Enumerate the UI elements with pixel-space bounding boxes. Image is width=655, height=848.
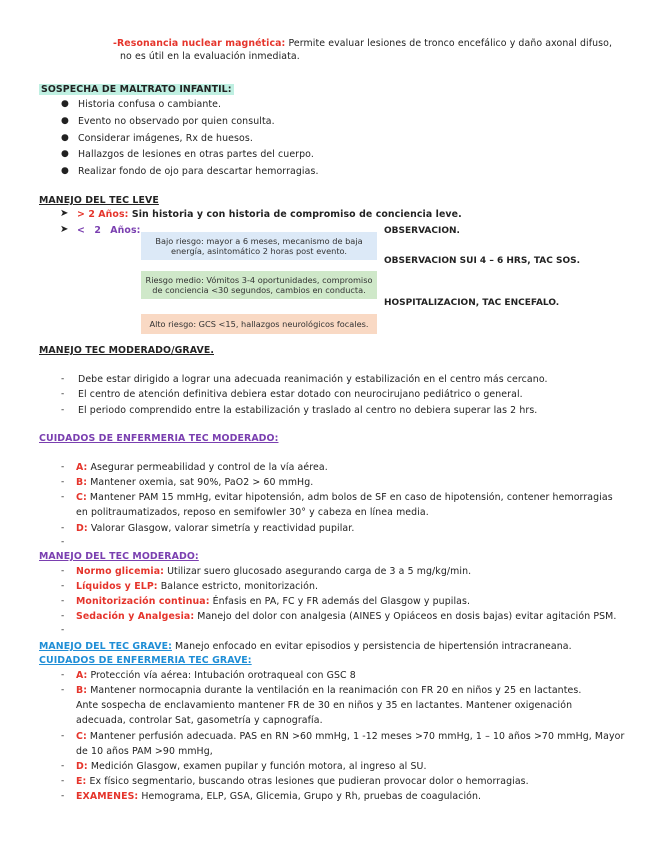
maltrato-heading-text: SOSPECHA DE MALTRATO INFANTIL: (41, 84, 232, 95)
arrow-bullet-icon: ➤ (60, 224, 69, 235)
bullet-icon: ● (61, 133, 69, 143)
manejo-grave-text: Manejo enfocado en evitar episodios y persistencia de hipertensión intracraneana. (171, 641, 572, 652)
dash-bullet: - (61, 374, 65, 384)
dash-bullet: - (61, 761, 65, 771)
arrow-bullet-icon: ➤ (60, 208, 69, 219)
cuidados-grave-b-text-1: Mantener normocapnia durante la ventilación en la reanimación con FR 20 en niños y 25 en lactantes. (87, 685, 582, 696)
tec-leve-item-2-label: < 2 Años: (77, 225, 141, 236)
tec-mod-grave-item: Debe estar dirigido a lograr una adecuada reanimación y estabilización en el centro más cercano. (78, 374, 548, 385)
dash-bullet: - (61, 685, 65, 695)
manejo-mod-item (76, 596, 470, 608)
maltrato-item: Realizar fondo de ojo para descartar hemorragias. (78, 166, 319, 177)
cuidados-mod-heading: CUIDADOS DE ENFERMERIA TEC MODERADO: (39, 433, 279, 444)
cuidados-mod-c-text-1: Mantener PAM 15 mmHg, evitar hipotensión, adm bolos de SF en caso de hipotensión, contener hemorragias (86, 492, 613, 503)
dash-bullet: - (61, 492, 65, 502)
cuidados-mod-c (76, 492, 613, 504)
cuidados-grave-a-text: Protección vía aérea: Intubación orotraqueal con GSC 8 (87, 670, 356, 681)
cuidados-mod-a (76, 462, 328, 474)
cuidados-grave-d (76, 761, 427, 773)
cuidados-grave-d-text: Medición Glasgow, examen pupilar y función motora, al ingreso al SU. (87, 761, 427, 772)
cuidados-grave-b-text-2: Ante sospecha de enclavamiento mantener FR de 30 en niños y 35 en lactantes. Mantener oxigenación (76, 700, 573, 711)
cuidados-grave-b-text-3: adecuada, controlar Sat, gasometría y capnografía. (76, 715, 323, 726)
bullet-icon: ● (61, 116, 69, 126)
dash-bullet: - (61, 523, 65, 533)
cuidados-grave-examenes-label: EXAMENES: (76, 791, 139, 802)
dash-bullet: - (61, 611, 65, 621)
maltrato-item: Hallazgos de lesiones en otras partes del cuerpo. (78, 149, 314, 160)
cuidados-grave-c-text-1: Mantener perfusión adecuada. PAS en RN >60 mmHg, 1 -12 meses >70 mmHg, 1 – 10 años >70 mmHg, Mayor (86, 731, 625, 742)
tec-mod-grave-item: El periodo comprendido entre la estabilización y traslado al centro no debiera superar las 2 hrs. (78, 405, 538, 416)
manejo-mod-label: Normo glicemia: (76, 566, 164, 577)
manejo-grave-heading: MANEJO DEL TEC GRAVE: (39, 641, 172, 652)
manejo-mod-label: Monitorización continua: (76, 596, 210, 607)
cuidados-mod-c-label: C: (76, 492, 87, 503)
cuidados-mod-b (76, 477, 313, 489)
cuidados-mod-c-text-2: en politraumatizados, reposo en semifowler 30° y cabeza en línea media. (76, 507, 429, 518)
cuidados-grave-e (76, 776, 529, 788)
cuidados-grave-b-label: B: (76, 685, 88, 696)
manejo-mod-heading: MANEJO DEL TEC MODERADO: (39, 551, 199, 562)
rmn-text-2: no es útil en la evaluación inmediata. (120, 51, 300, 62)
manejo-grave-line (39, 641, 572, 653)
bullet-icon: ● (61, 149, 69, 159)
cuidados-grave-a (76, 670, 356, 682)
risk-box-high: Alto riesgo: GCS <15, hallazgos neurológicos focales. (141, 314, 377, 334)
dash-bullet: - (61, 462, 65, 472)
cuidados-mod-a-text: Asegurar permeabilidad y control de la vía aérea. (87, 462, 328, 473)
action-observacion-tac: OBSERVACION SUI 4 – 6 HRS, TAC SOS. (384, 256, 581, 266)
cuidados-mod-d (76, 523, 354, 535)
cuidados-grave-heading: CUIDADOS DE ENFERMERIA TEC GRAVE: (39, 655, 252, 666)
cuidados-grave-d-label: D: (76, 761, 88, 772)
cuidados-grave-c-text-2: de 10 años PAM >90 mmHg, (76, 746, 213, 757)
dash-bullet: - (61, 625, 65, 635)
cuidados-grave-examenes-text: Hemograma, ELP, GSA, Glicemia, Grupo y Rh, pruebas de coagulación. (138, 791, 482, 802)
cuidados-mod-a-label: A: (76, 462, 88, 473)
bullet-icon: ● (61, 99, 69, 109)
manejo-mod-text: Manejo del dolor con analgesia (AINES y Opiáceos en dosis bajas) evitar agitación PSM. (194, 611, 617, 622)
risk-box-low: Bajo riesgo: mayor a 6 meses, mecanismo de baja energía, asintomático 2 horas post evento. (141, 232, 377, 260)
cuidados-mod-b-text: Mantener oxemia, sat 90%, PaO2 > 60 mmHg. (87, 477, 314, 488)
cuidados-mod-d-text: Valorar Glasgow, valorar simetría y reactividad pupilar. (87, 523, 355, 534)
tec-mod-grave-item: El centro de atención definitiva debiera estar dotado con neurocirujano pediátrico o general. (78, 389, 523, 400)
cuidados-grave-c (76, 731, 624, 743)
tec-leve-item-1-label: > 2 Años: (77, 209, 129, 220)
cuidados-grave-e-text: Ex físico segmentario, buscando otras lesiones que pudieran provocar dolor o hemorragias. (86, 776, 529, 787)
dash-bullet: - (61, 389, 65, 399)
dash-bullet: - (61, 405, 65, 415)
cuidados-mod-d-label: D: (76, 523, 88, 534)
dash-bullet: - (61, 581, 65, 591)
action-hospitalizacion: HOSPITALIZACION, TAC ENCEFALO. (384, 298, 560, 308)
manejo-mod-label: Líquidos y ELP: (76, 581, 158, 592)
cuidados-mod-b-label: B: (76, 477, 88, 488)
cuidados-grave-b (76, 685, 581, 697)
rmn-label: -Resonancia nuclear magnética: (113, 38, 286, 49)
dash-bullet: - (61, 566, 65, 576)
tec-leve-item-1-text: Sin historia y con historia de compromiso de conciencia leve. (128, 209, 462, 220)
dash-bullet: - (61, 776, 65, 786)
cuidados-grave-c-label: C: (76, 731, 87, 742)
rmn-line-1 (113, 38, 612, 50)
maltrato-item: Historia confusa o cambiante. (78, 99, 222, 110)
risk-box-medium: Riesgo medio: Vómitos 3-4 oportunidades, compromiso de conciencia <30 segundos, cambios en conducta. (141, 271, 377, 299)
cuidados-grave-examenes (76, 791, 481, 803)
dash-bullet: - (61, 670, 65, 680)
manejo-mod-item (76, 566, 471, 578)
cuidados-grave-e-label: E: (76, 776, 87, 787)
cuidados-grave-a-label: A: (76, 670, 88, 681)
tec-mod-grave-heading: MANEJO TEC MODERADO/GRAVE. (39, 345, 214, 356)
action-observacion: OBSERVACION. (384, 226, 460, 236)
maltrato-item: Evento no observado por quien consulta. (78, 116, 275, 127)
manejo-mod-label: Sedación y Analgesia: (76, 611, 195, 622)
dash-bullet: - (61, 731, 65, 741)
manejo-mod-text: Utilizar suero glucosado asegurando carga de 3 a 5 mg/kg/min. (164, 566, 472, 577)
manejo-mod-text: Énfasis en PA, FC y FR además del Glasgow y pupilas. (209, 596, 471, 607)
maltrato-heading (39, 84, 234, 96)
dash-bullet: - (61, 596, 65, 606)
manejo-mod-item (76, 581, 318, 593)
bullet-icon: ● (61, 166, 69, 176)
dash-bullet: - (61, 477, 65, 487)
rmn-text-1: Permite evaluar lesiones de tronco encefálico y daño axonal difuso, (285, 38, 613, 49)
manejo-mod-item (76, 611, 616, 623)
manejo-mod-text: Balance estricto, monitorización. (157, 581, 319, 592)
maltrato-item: Considerar imágenes, Rx de huesos. (78, 133, 253, 144)
tec-leve-heading: MANEJO DEL TEC LEVE (39, 195, 159, 206)
dash-bullet: - (61, 791, 65, 801)
tec-leve-item-1 (77, 209, 462, 221)
dash-bullet: - (61, 537, 65, 547)
